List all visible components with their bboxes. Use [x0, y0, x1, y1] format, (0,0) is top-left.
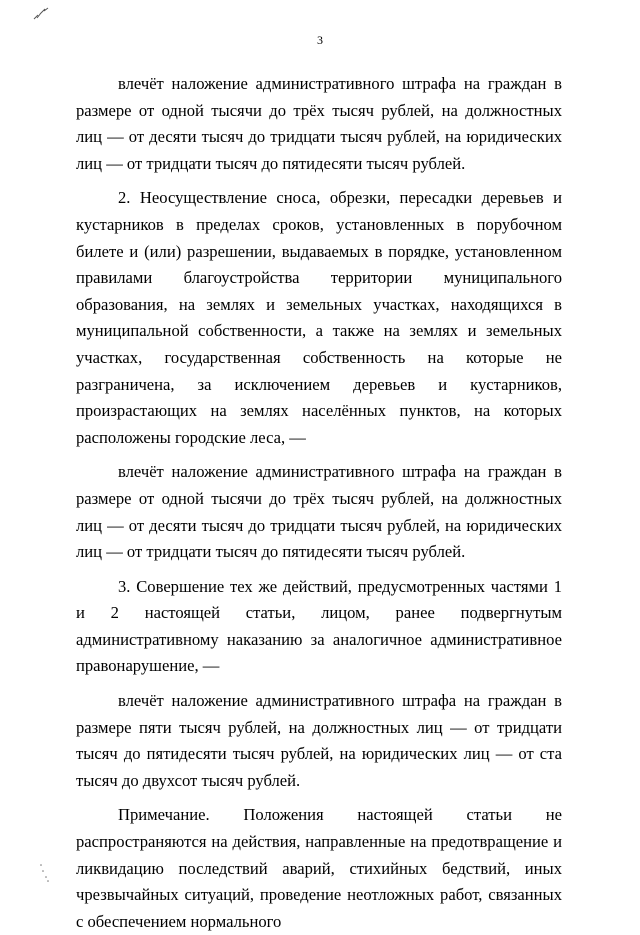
paragraph-penalty-2: влечёт наложение административного штрафа на граждан в размере от одной тысячи до трёх тысяч рублей, на должностных лиц — от десяти тысяч до тридцати тысяч рублей, на юридических лиц — от тридцати тысяч до пятидесяти тысяч рублей.	[76, 462, 562, 562]
paragraph-penalty-1: влечёт наложение административного штрафа на граждан в размере от одной тысячи до трёх тысяч рублей, на должностных лиц — от десяти тысяч до тридцати тысяч рублей, на юридических лиц — от тридцати тысяч до пятидесяти тысяч рублей.	[76, 74, 562, 173]
scan-mark-icon	[32, 6, 50, 22]
scan-dots-icon	[38, 862, 50, 884]
paragraph-article-part-3: 3. Совершение тех же действий, предусмотренных частями 1 и 2 настоящей статьи, лицом, ранее подвергнутым административному наказанию за аналогичное административное правонарушение, —	[76, 576, 562, 676]
document-body	[76, 71, 562, 935]
page-number: 3	[317, 33, 323, 47]
paragraph-article-part-2: 2. Неосуществление сноса, обрезки, пересадки деревьев и кустарников в пределах сроков, установленных в порубочном билете и (или) разрешении, выдаваемых в порядке, установленном правилами благоустройства территории муниципального образования, на землях и земельных участках, находящихся в муниципальной собственности, а также на землях и земельных участках, государственная собственность на которые не разграничена, за исключением деревьев и кустарников, произрастающих на землях населённых пунктов, на которых расположены городские леса, —	[76, 188, 562, 447]
paragraph-note: Примечание. Положения настоящей статьи не распространяются на действия, направленные на предотвращение и ликвидацию последствий аварий, стихийных бедствий, иных чрезвычайных ситуаций, проведение неотложных работ, связанных с обеспечением нормального	[76, 805, 562, 931]
paragraph-penalty-3: влечёт наложение административного штрафа на граждан в размере пяти тысяч рублей, на должностных лиц — от тридцати тысяч до пятидесяти тысяч рублей, на юридических лиц — от ста тысяч до двухсот тысяч рублей.	[76, 691, 562, 790]
